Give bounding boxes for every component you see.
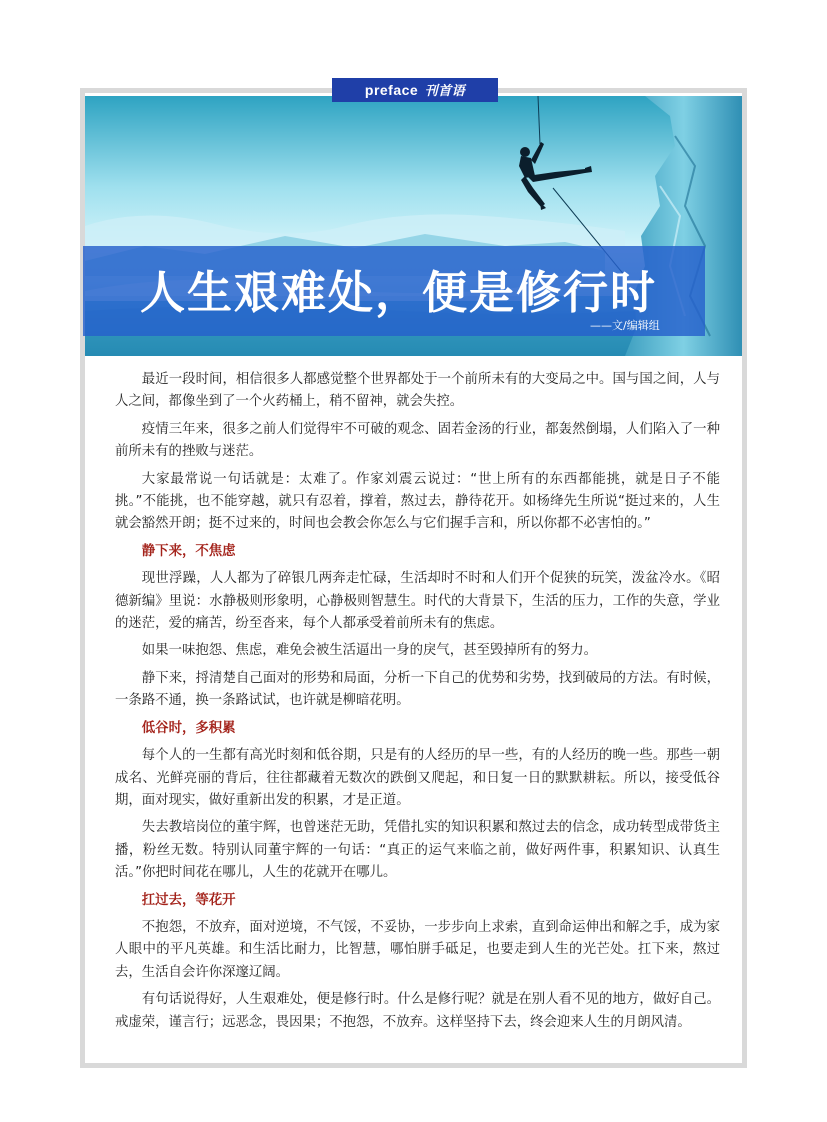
section-paragraph: 有句话说得好，人生艰难处，便是修行时。什么是修行呢？就是在别人看不见的地方，做好自己。戒虚荣，谨言行；远恶念，畏因果；不抱怨，不放弃。这样坚持下去，终会迎来人生的月朗风清。 <box>115 992 720 1030</box>
byline: ——文/编辑组 <box>590 319 660 332</box>
section-heading: 静下来，不焦虑 <box>141 543 236 559</box>
intro-paragraph: 最近一段时间，相信很多人都感觉整个世界都处于一个前所未有的大变局之中。国与国之间，人与人之间，都像坐到了一个火药桶上，稍不留神，就会失控。 <box>115 372 720 410</box>
section-paragraph: 不抱怨，不放弃，面对逆境，不气馁，不妥协，一步步向上求索，直到命运伸出和解之手，成为家人眼中的平凡英雄。和生活比耐力，比智慧，哪怕胼手砥足，也要走到人生的光芒处。扛下来，熬过去，生活自会许你深邃辽阔。 <box>115 919 720 980</box>
page-title: 人生艰难处，便是修行时 <box>140 266 658 319</box>
tab-chinese-label: 刊首语 <box>424 84 466 99</box>
section-paragraph: 如果一味抱怨、焦虑，难免会被生活逼出一身的戾气，甚至毁掉所有的努力。 <box>141 643 598 659</box>
section-heading: 扛过去，等花开 <box>141 892 236 908</box>
section-paragraph: 现世浮躁，人人都为了碎银几两奔走忙碌，生活却时不时和人们开个促狭的玩笑，泼盆冷水。《昭德新编》里说：水静极则形象明，心静极则智慧生。时代的大背景下，生活的压力，工作的失意，学业的迷茫，爱的痛苦，纷至沓来，每个人都承受着前所未有的焦虑。 <box>115 571 720 632</box>
section-paragraph: 静下来，捋清楚自己面对的形势和局面，分析一下自己的优势和劣势，找到破局的方法。有时候，一条路不通，换一条路试试，也许就是柳暗花明。 <box>115 670 720 709</box>
article-body <box>115 369 720 1039</box>
section-paragraph: 失去教培岗位的董宇辉，也曾迷茫无助，凭借扎实的知识积累和熬过去的信念，成功转型成带货主播，粉丝无数。特别认同董宇辉的一句话：“真正的运气来临之前，做好两件事，积累知识、认真生活。”你把时间花在哪儿，人生的花就开在哪儿。 <box>115 820 720 881</box>
preface-tab <box>332 78 498 102</box>
section-heading: 低谷时，多积累 <box>141 720 236 736</box>
intro-paragraph: 疫情三年来，很多之前人们觉得牢不可破的观念、固若金汤的行业，都轰然倒塌，人们陷入了一种前所未有的挫败与迷茫。 <box>115 421 720 460</box>
intro-paragraph: 大家最常说一句话就是：太难了。作家刘震云说过：“世上所有的东西都能挑，就是日子不能挑。”不能挑，也不能穿越，就只有忍着，撑着，熬过去，静待花开。如杨绛先生所说“挺过来的，人生就会豁然开朗；挺不过来的，时间也会教会你怎么与它们握手言和，所以你都不必害怕的。” <box>115 471 720 532</box>
section-paragraph: 每个人的一生都有高光时刻和低谷期，只是有的人经历的早一些，有的人经历的晚一些。那些一朝成名、光鲜亮丽的背后，往往都藏着无数次的跌倒又爬起，和日复一日的默默耕耘。所以，接受低谷期，面对现实，做好重新出发的积累，才是正道。 <box>115 748 720 808</box>
tab-english-label: preface <box>364 82 419 98</box>
